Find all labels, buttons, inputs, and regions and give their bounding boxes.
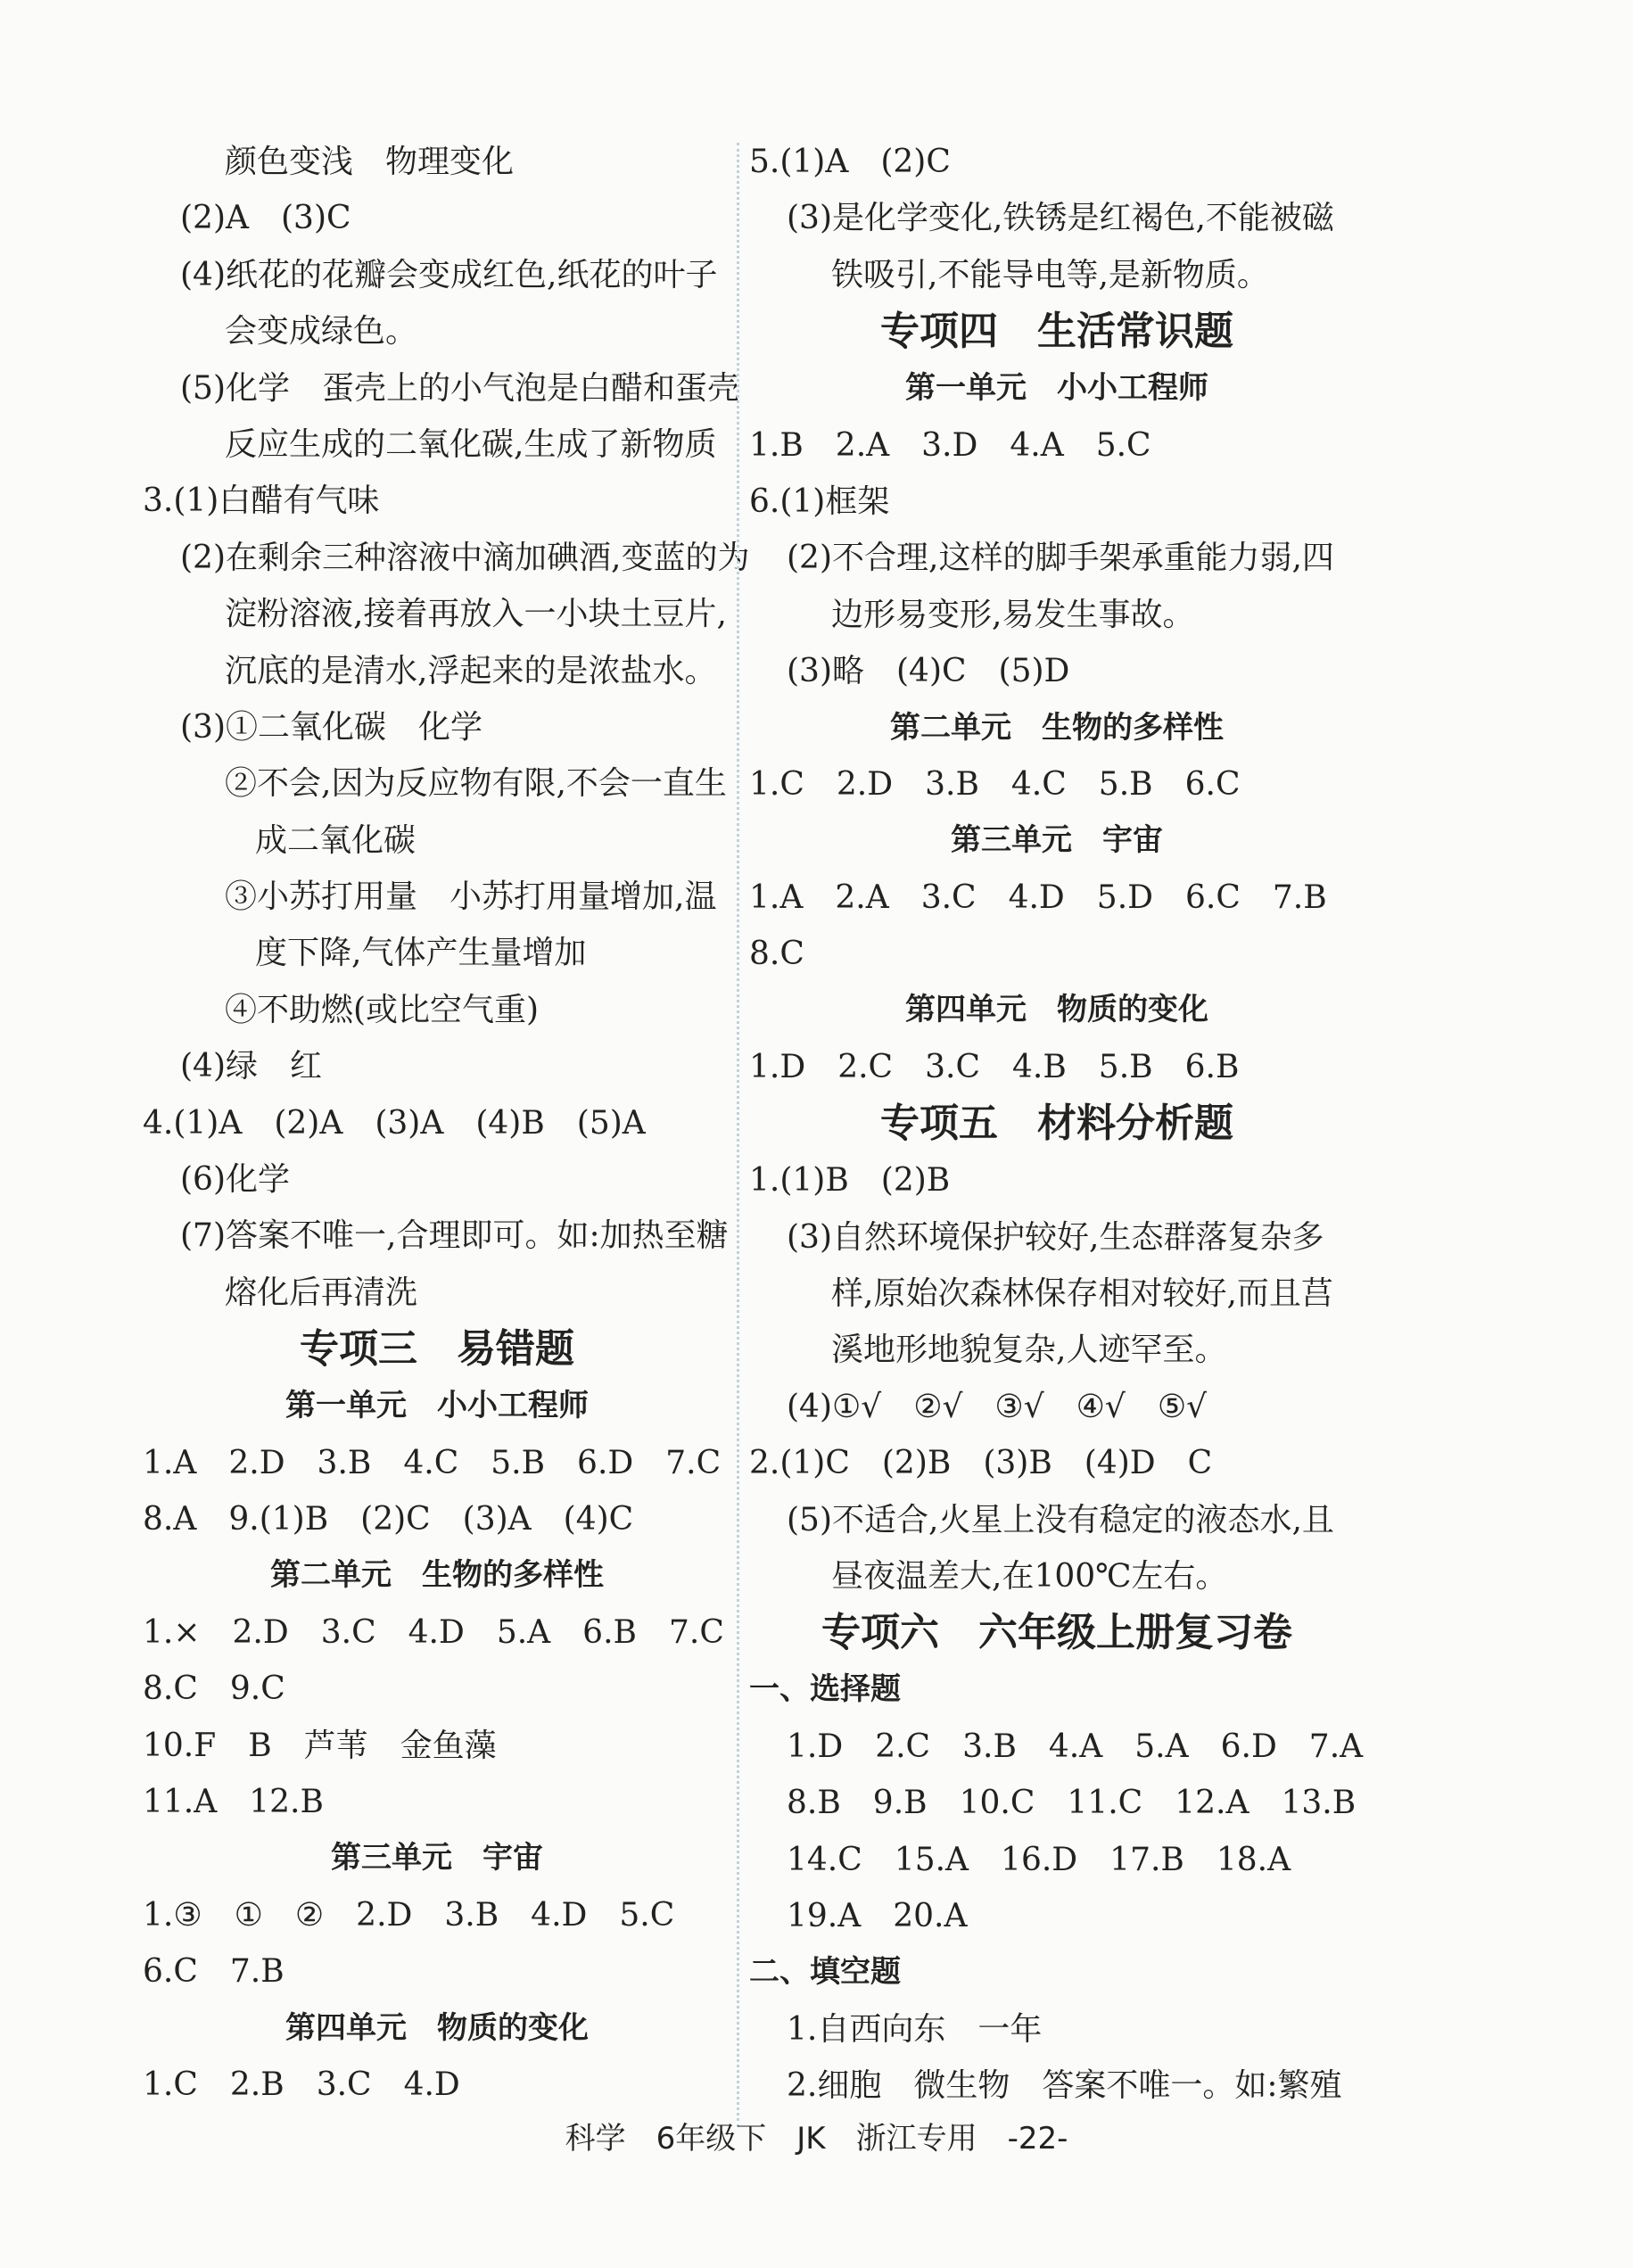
right-column	[749, 134, 1365, 2115]
answer-line: 8.C 9.C	[143, 1670, 285, 1708]
answer-line: 1.C 2.B 3.C 4.D	[143, 2066, 460, 2103]
unit-heading: 第四单元 物质的变化	[905, 992, 1208, 1028]
answer-line: 1.自西向东 一年	[787, 2010, 1043, 2048]
section-title: 专项三 易错题	[300, 1326, 574, 1373]
answer-line: (4)纸花的花瓣会变成红色,纸花的叶子	[180, 256, 718, 293]
answer-line: 溪地形地貌复杂,人迹罕至。	[831, 1332, 1227, 1369]
answer-line: 反应生成的二氧化碳,生成了新物质	[225, 425, 717, 463]
answer-line: (4)绿 红	[180, 1048, 322, 1085]
section-title: 专项四 生活常识题	[880, 309, 1233, 355]
part-heading: 二、填空题	[749, 1954, 901, 1991]
answer-line: (6)化学	[180, 1161, 290, 1199]
answer-line: 11.A 12.B	[143, 1783, 324, 1820]
page-footer: 科学 6年级下 JK 浙江专用 -22-	[565, 2121, 1068, 2157]
answer-line: ②不会,因为反应物有限,不会一直生	[225, 765, 727, 803]
section-title: 专项六 六年级上册复习卷	[821, 1610, 1292, 1656]
answer-line: 10.F B 芦苇 金鱼藻	[143, 1727, 497, 1764]
left-column	[143, 134, 750, 2113]
unit-heading: 第一单元 小小工程师	[285, 1388, 589, 1424]
answer-line: (3)略 (4)C (5)D	[787, 653, 1070, 690]
answer-line: 1.③ ① ② 2.D 3.B 4.D 5.C	[143, 1896, 675, 1934]
unit-heading: 第三单元 宇宙	[951, 822, 1163, 859]
answer-line: 1.B 2.A 3.D 4.A 5.C	[749, 426, 1151, 464]
answer-line: 熔化后再清洗	[225, 1274, 418, 1311]
answer-line: 19.A 20.A	[787, 1897, 968, 1934]
answer-line: (3)是化学变化,铁锈是红褐色,不能被磁	[787, 200, 1334, 237]
answer-line: (2)不合理,这样的脚手架承重能力弱,四	[787, 540, 1334, 577]
part-heading: 一、选择题	[749, 1671, 901, 1708]
answer-line: 6.C 7.B	[143, 1953, 285, 1991]
answer-line: 昼夜温差大,在100℃左右。	[831, 1557, 1228, 1595]
answer-line: 2.(1)C (2)B (3)B (4)D C	[749, 1445, 1213, 1482]
unit-heading: 第一单元 小小工程师	[905, 370, 1208, 407]
answer-line: 1.A 2.A 3.C 4.D 5.D 6.C 7.B	[749, 878, 1327, 916]
answer-line: (3)自然环境保护较好,生态群落复杂多	[787, 1218, 1324, 1256]
answer-line: 1.D 2.C 3.C 4.B 5.B 6.B	[749, 1048, 1240, 1085]
answer-line: 6.(1)框架	[749, 482, 890, 520]
answer-line: 度下降,气体产生量增加	[255, 935, 587, 972]
section-title: 专项五 材料分析题	[880, 1101, 1233, 1147]
answer-line: ③小苏打用量 小苏打用量增加,温	[225, 878, 717, 916]
answer-line: (2)在剩余三种溶液中滴加碘酒,变蓝的为	[180, 539, 750, 576]
answer-line: 2.细胞 微生物 答案不唯一。如:繁殖	[787, 2067, 1342, 2105]
answer-line: 成二氧化碳	[255, 821, 416, 859]
answer-line: 沉底的是清水,浮起来的是浓盐水。	[225, 652, 717, 689]
answer-line: ④不助燃(或比空气重)	[225, 991, 540, 1028]
answer-line: 4.(1)A (2)A (3)A (4)B (5)A	[143, 1104, 646, 1142]
answer-line: 淀粉溶液,接着再放入一小块土豆片,	[225, 596, 727, 633]
unit-heading: 第二单元 生物的多样性	[270, 1557, 604, 1594]
answer-line: (2)A (3)C	[180, 200, 351, 237]
unit-heading: 第四单元 物质的变化	[285, 2009, 589, 2046]
answer-line: 1.C 2.D 3.B 4.C 5.B 6.C	[749, 765, 1241, 803]
answer-line: (7)答案不唯一,合理即可。如:加热至糖	[180, 1217, 729, 1255]
answer-line: 颜色变浅 物理变化	[225, 144, 515, 180]
answer-line: 14.C 15.A 16.D 17.B 18.A	[787, 1841, 1291, 1878]
answer-line: 8.C	[749, 936, 804, 973]
answer-line: 会变成绿色。	[225, 313, 418, 351]
answer-line: 3.(1)白醋有气味	[143, 482, 380, 520]
column-divider	[737, 143, 739, 2127]
answer-line: 样,原始次森林保存相对较好,而且莒	[831, 1275, 1333, 1313]
answer-line: (4)①√ ②√ ③√ ④√ ⑤√	[787, 1388, 1208, 1425]
answer-line: 边形易变形,易发生事故。	[831, 596, 1195, 633]
answer-line: 8.A 9.(1)B (2)C (3)A (4)C	[143, 1500, 634, 1538]
answer-line: (5)不适合,火星上没有稳定的液态水,且	[787, 1501, 1334, 1538]
unit-heading: 第二单元 生物的多样性	[890, 709, 1224, 746]
answer-line: 铁吸引,不能导电等,是新物质。	[831, 256, 1269, 293]
answer-line: 8.B 9.B 10.C 11.C 12.A 13.B	[787, 1785, 1357, 1822]
answer-line: 5.(1)A (2)C	[749, 144, 951, 180]
answer-line: 1.D 2.C 3.B 4.A 5.A 6.D 7.A	[787, 1728, 1364, 1765]
answer-line: 1.(1)B (2)B	[749, 1162, 951, 1200]
answer-line: 1.A 2.D 3.B 4.C 5.B 6.D 7.C	[143, 1444, 722, 1481]
answer-line: (5)化学 蛋壳上的小气泡是白醋和蛋壳	[180, 369, 739, 407]
answer-line: 1.× 2.D 3.C 4.D 5.A 6.B 7.C	[143, 1613, 724, 1651]
unit-heading: 第三单元 宇宙	[331, 1840, 543, 1876]
answer-line: (3)①二氧化碳 化学	[180, 708, 482, 746]
